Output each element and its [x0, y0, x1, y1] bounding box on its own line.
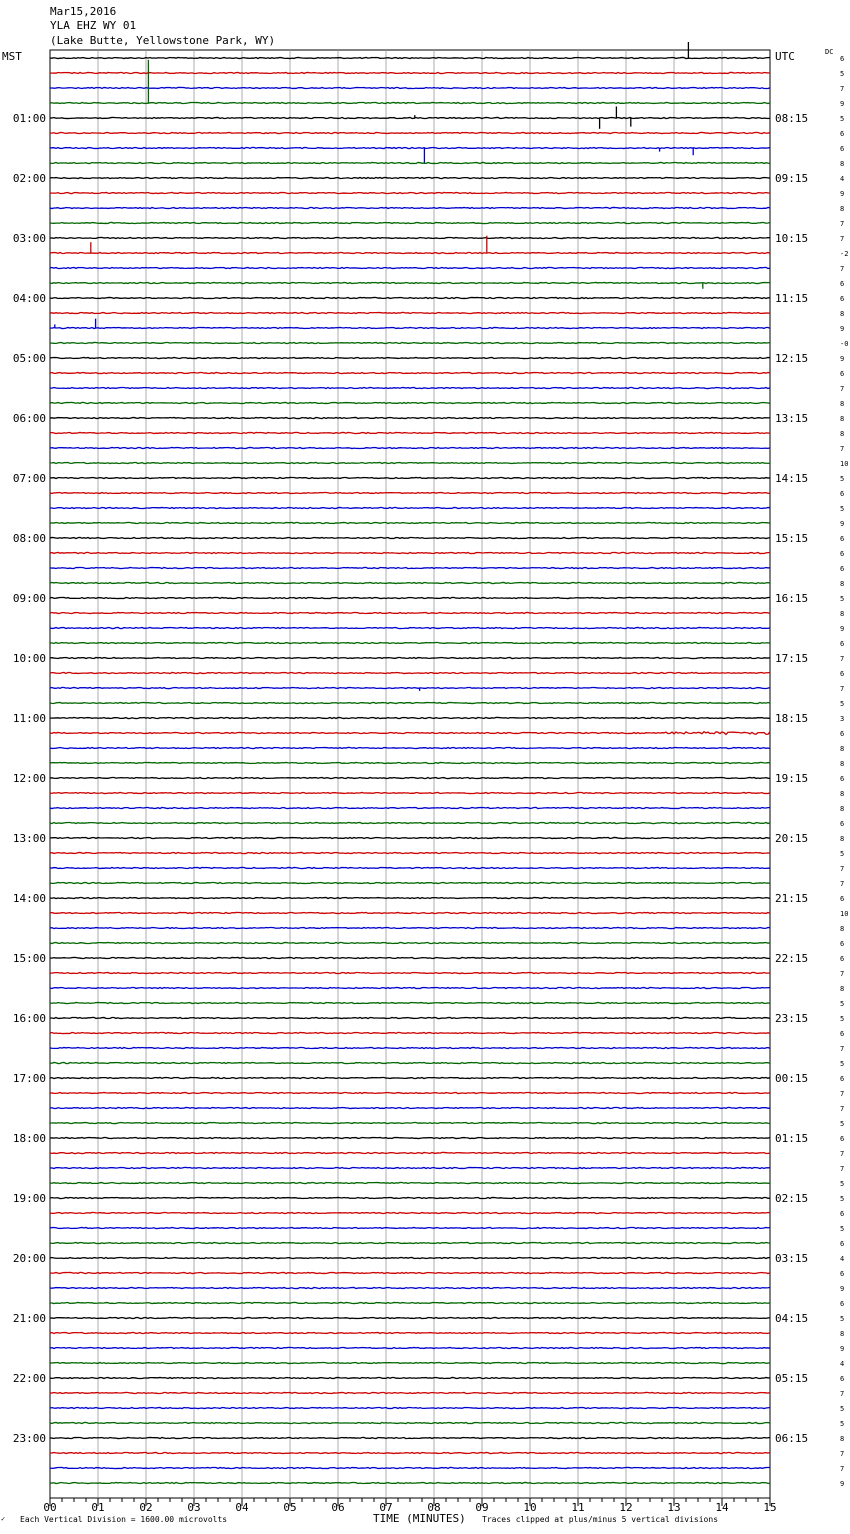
dc-offset-label: 7: [840, 1105, 845, 1113]
trace-row: [50, 327, 770, 328]
dc-offset-label: 8: [840, 430, 845, 438]
trace-row: [50, 1242, 770, 1243]
dc-offset-label: 4: [840, 1360, 845, 1368]
left-hour-label: 23:00: [12, 1432, 46, 1445]
trace-row: [50, 552, 770, 553]
trace-row: [50, 1182, 770, 1183]
dc-offset-label: 5: [840, 1315, 845, 1323]
trace-row: [50, 1152, 770, 1153]
trace-row: [50, 222, 770, 223]
dc-offset-label: 8: [840, 415, 845, 423]
trace-row: [50, 642, 770, 643]
dc-offset-label: 6: [840, 1375, 845, 1383]
trace-row: [50, 957, 770, 958]
dc-offset-label: 7: [840, 85, 845, 93]
trace-row: [50, 1257, 770, 1258]
trace-row: [50, 1272, 770, 1273]
dc-offset-label: 5: [840, 475, 845, 483]
trace-row: [50, 537, 770, 538]
x-tick-label: 09: [475, 1501, 489, 1514]
dc-label: DC: [825, 48, 834, 56]
dc-offset-label: 5: [840, 595, 845, 603]
dc-offset-label: 10: [840, 910, 849, 918]
trace-row: [50, 297, 770, 298]
trace-row: [50, 1452, 770, 1453]
clip-note: Traces clipped at plus/minus 5 vertical divisions: [482, 1515, 719, 1524]
left-hour-label: 03:00: [12, 232, 46, 245]
trace-row: [50, 1332, 770, 1333]
trace-row: [50, 252, 770, 253]
trace-row: [50, 312, 770, 313]
dc-offset-label: 9: [840, 625, 845, 633]
trace-row: [50, 522, 770, 523]
left-timezone-label: MST: [2, 50, 22, 63]
dc-offset-label: 8: [840, 610, 845, 618]
trace-row: [50, 1392, 770, 1393]
dc-offset-label: 7: [840, 1045, 845, 1053]
dc-offset-label: 9: [840, 1480, 845, 1488]
trace-row: [50, 927, 770, 928]
dc-offset-label: 8: [840, 1330, 845, 1338]
trace-row: [50, 972, 770, 973]
dc-offset-label: 7: [840, 1090, 845, 1098]
right-hour-label: 18:15: [775, 712, 809, 725]
trace-row: [50, 1032, 770, 1033]
dc-offset-label: 6: [840, 670, 845, 678]
dc-offset-label: 7: [840, 685, 845, 693]
trace-row: [50, 87, 770, 88]
dc-offset-label: 5: [840, 115, 845, 123]
left-hour-label: 20:00: [12, 1252, 46, 1265]
dc-offset-label: 8: [840, 985, 845, 993]
trace-row: [50, 807, 770, 808]
dc-offset-label: 6: [840, 55, 845, 63]
dc-offset-label: 7: [840, 865, 845, 873]
dc-offset-label: 4: [840, 1255, 845, 1263]
x-tick-label: 08: [427, 1501, 441, 1514]
trace-row: [50, 1107, 770, 1108]
right-hour-label: 02:15: [775, 1192, 809, 1205]
dc-offset-label: 6: [840, 1135, 845, 1143]
dc-offset-label: 5: [840, 1405, 845, 1413]
left-hour-label: 22:00: [12, 1372, 46, 1385]
dc-offset-label: 7: [840, 655, 845, 663]
trace-row: [50, 1167, 770, 1168]
dc-offset-label: 6: [840, 490, 845, 498]
dc-offset-label: 8: [840, 205, 845, 213]
dc-offset-label: 6: [840, 1270, 845, 1278]
trace-row: [50, 1317, 770, 1318]
trace-row: [50, 657, 770, 658]
trace-row: [50, 1422, 770, 1423]
trace-row: [50, 612, 770, 613]
right-hour-label: 03:15: [775, 1252, 809, 1265]
dc-offset-label: 5: [840, 1180, 845, 1188]
left-hour-label: 04:00: [12, 292, 46, 305]
dc-offset-label: 6: [840, 640, 845, 648]
dc-offset-label: 7: [840, 970, 845, 978]
trace-row: [50, 177, 770, 178]
right-hour-label: 00:15: [775, 1072, 809, 1085]
trace-row: [50, 1302, 770, 1303]
dc-offset-label: 7: [840, 1390, 845, 1398]
x-tick-label: 11: [571, 1501, 585, 1514]
trace-row: [50, 357, 770, 358]
right-hour-label: 11:15: [775, 292, 809, 305]
trace-row: [50, 777, 770, 778]
dc-offset-label: 8: [840, 760, 845, 768]
left-hour-label: 10:00: [12, 652, 46, 665]
right-hour-label: 09:15: [775, 172, 809, 185]
trace-row: [50, 1002, 770, 1003]
trace-row: [50, 987, 770, 988]
dc-offset-label: 8: [840, 745, 845, 753]
trace-row: [50, 1467, 770, 1468]
trace-row: [50, 852, 770, 853]
right-hour-label: 01:15: [775, 1132, 809, 1145]
trace-row: [50, 717, 770, 718]
trace-row: [50, 267, 770, 268]
scale-note: Each Vertical Division = 1600.00 microvolts: [20, 1515, 228, 1524]
dc-offset-label: 6: [840, 1210, 845, 1218]
trace-row: [50, 417, 770, 418]
header-location: (Lake Butte, Yellowstone Park, WY): [50, 34, 276, 47]
dc-offset-label: 5: [840, 1195, 845, 1203]
x-tick-label: 10: [523, 1501, 537, 1514]
dc-offset-label: 5: [840, 1120, 845, 1128]
left-hour-label: 14:00: [12, 892, 46, 905]
right-hour-label: 04:15: [775, 1312, 809, 1325]
dc-offset-label: 5: [840, 1015, 845, 1023]
trace-row: [50, 882, 770, 883]
dc-offset-label: 6: [840, 295, 845, 303]
dc-offset-label: 6: [840, 775, 845, 783]
dc-offset-label: 9: [840, 1345, 845, 1353]
dc-offset-label: 7: [840, 1450, 845, 1458]
dc-offset-label: 7: [840, 445, 845, 453]
dc-offset-label: 6: [840, 955, 845, 963]
dc-offset-label: 10: [840, 460, 849, 468]
right-hour-label: 12:15: [775, 352, 809, 365]
trace-row: [50, 102, 770, 103]
left-hour-label: 15:00: [12, 952, 46, 965]
right-hour-label: 06:15: [775, 1432, 809, 1445]
left-hour-label: 05:00: [12, 352, 46, 365]
trace-row: [50, 1212, 770, 1213]
x-tick-label: 00: [43, 1501, 57, 1514]
dc-offset-label: 5: [840, 1420, 845, 1428]
trace-row: [50, 192, 770, 193]
dc-offset-label: 7: [840, 235, 845, 243]
dc-offset-label: 8: [840, 805, 845, 813]
dc-offset-label: 6: [840, 550, 845, 558]
dc-offset-label: 6: [840, 145, 845, 153]
trace-row: [50, 432, 770, 433]
right-hour-label: 15:15: [775, 532, 809, 545]
dc-offset-label: 9: [840, 520, 845, 528]
dc-offset-label: 7: [840, 385, 845, 393]
trace-row: [50, 162, 770, 163]
trace-row: [50, 282, 770, 283]
trace-row: [50, 582, 770, 583]
trace-row: [50, 567, 770, 568]
dc-offset-label: 6: [840, 1240, 845, 1248]
corner-mark: ✓: [1, 1515, 6, 1523]
x-tick-label: 14: [715, 1501, 729, 1514]
dc-offset-label: 9: [840, 1285, 845, 1293]
dc-offset-label: 5: [840, 1000, 845, 1008]
dc-offset-label: 9: [840, 355, 845, 363]
trace-row: [50, 132, 770, 133]
dc-offset-label: 8: [840, 1435, 845, 1443]
dc-offset-label: 3: [840, 715, 845, 723]
dc-offset-label: 8: [840, 400, 845, 408]
dc-offset-label: 7: [840, 1150, 845, 1158]
right-hour-label: 05:15: [775, 1372, 809, 1385]
trace-row: [50, 1077, 770, 1078]
left-hour-label: 06:00: [12, 412, 46, 425]
trace-row: [50, 1287, 770, 1288]
right-hour-label: 13:15: [775, 412, 809, 425]
trace-row: [50, 1062, 770, 1063]
dc-offset-label: 8: [840, 310, 845, 318]
dc-offset-label: 8: [840, 160, 845, 168]
trace-row: [50, 237, 770, 238]
left-hour-label: 02:00: [12, 172, 46, 185]
trace-row: [50, 1482, 770, 1483]
right-hour-label: 14:15: [775, 472, 809, 485]
dc-offset-label: 8: [840, 790, 845, 798]
trace-row: [50, 57, 770, 58]
left-hour-label: 17:00: [12, 1072, 46, 1085]
dc-offset-label: 7: [840, 265, 845, 273]
trace-row: [50, 1122, 770, 1123]
dc-offset-label: 6: [840, 1075, 845, 1083]
left-hour-label: 13:00: [12, 832, 46, 845]
trace-row: [50, 492, 770, 493]
trace-row: [50, 1197, 770, 1198]
left-hour-label: 07:00: [12, 472, 46, 485]
trace-row: [50, 942, 770, 943]
trace-row: [50, 762, 770, 763]
x-tick-label: 05: [283, 1501, 297, 1514]
trace-row: [50, 402, 770, 403]
x-tick-label: 04: [235, 1501, 249, 1514]
right-hour-label: 20:15: [775, 832, 809, 845]
dc-offset-label: 6: [840, 730, 845, 738]
x-axis-title: TIME (MINUTES): [373, 1512, 466, 1525]
dc-offset-label: 6: [840, 130, 845, 138]
trace-row: [50, 867, 770, 868]
dc-offset-label: 5: [840, 700, 845, 708]
dc-offset-label: 6: [840, 940, 845, 948]
dc-offset-label: 5: [840, 505, 845, 513]
trace-row: [50, 507, 770, 508]
right-hour-label: 21:15: [775, 892, 809, 905]
dc-offset-label: -2: [840, 250, 849, 258]
left-hour-label: 08:00: [12, 532, 46, 545]
trace-row: [50, 912, 770, 913]
dc-offset-label: 5: [840, 1225, 845, 1233]
x-tick-label: 13: [667, 1501, 681, 1514]
trace-row: [50, 792, 770, 793]
right-hour-label: 19:15: [775, 772, 809, 785]
trace-row: [50, 747, 770, 748]
dc-offset-label: 8: [840, 580, 845, 588]
trace-row: [50, 1407, 770, 1408]
trace-row: [50, 72, 770, 73]
trace-row: [50, 447, 770, 448]
trace-row: [50, 732, 770, 735]
left-hour-label: 11:00: [12, 712, 46, 725]
dc-offset-label: 6: [840, 535, 845, 543]
dc-offset-label: 7: [840, 1465, 845, 1473]
right-hour-label: UTC: [775, 50, 795, 63]
left-hour-label: 01:00: [12, 112, 46, 125]
trace-row: [50, 372, 770, 373]
trace-row: [50, 702, 770, 703]
trace-row: [50, 1092, 770, 1093]
dc-offset-label: 9: [840, 190, 845, 198]
x-tick-label: 03: [187, 1501, 201, 1514]
trace-row: [50, 147, 770, 148]
left-hour-label: 16:00: [12, 1012, 46, 1025]
x-tick-label: 07: [379, 1501, 393, 1514]
right-hour-label: 17:15: [775, 652, 809, 665]
trace-row: [50, 1437, 770, 1438]
trace-row: [50, 342, 770, 343]
trace-row: [50, 207, 770, 208]
trace-row: [50, 1047, 770, 1048]
dc-offset-label: 6: [840, 280, 845, 288]
dc-offset-label: 4: [840, 175, 845, 183]
trace-row: [50, 1137, 770, 1138]
right-hour-label: 22:15: [775, 952, 809, 965]
trace-row: [50, 477, 770, 478]
x-tick-label: 12: [619, 1501, 633, 1514]
trace-row: [50, 1347, 770, 1348]
header-station: YLA EHZ WY 01: [50, 19, 137, 32]
right-hour-label: 23:15: [775, 1012, 809, 1025]
trace-row: [50, 387, 770, 388]
header-date: Mar15,2016: [50, 5, 117, 18]
trace-row: [50, 1227, 770, 1228]
x-tick-label: 15: [763, 1501, 777, 1514]
trace-row: [50, 462, 770, 463]
dc-offset-label: 7: [840, 880, 845, 888]
left-hour-label: 21:00: [12, 1312, 46, 1325]
dc-offset-label: 5: [840, 70, 845, 78]
trace-row: [50, 822, 770, 823]
trace-row: [50, 687, 770, 688]
dc-offset-label: -0: [840, 340, 849, 348]
trace-row: [50, 597, 770, 598]
dc-offset-label: 8: [840, 835, 845, 843]
trace-row: [50, 672, 770, 673]
left-hour-label: 19:00: [12, 1192, 46, 1205]
dc-offset-label: 5: [840, 850, 845, 858]
trace-row: [50, 837, 770, 838]
trace-row: [50, 1377, 770, 1378]
right-hour-label: 10:15: [775, 232, 809, 245]
left-hour-label: 18:00: [12, 1132, 46, 1145]
trace-row: [50, 1017, 770, 1018]
dc-offset-label: 5: [840, 1060, 845, 1068]
dc-offset-label: 6: [840, 1030, 845, 1038]
trace-row: [50, 627, 770, 628]
right-hour-label: 08:15: [775, 112, 809, 125]
dc-offset-label: 7: [840, 220, 845, 228]
dc-offset-label: 7: [840, 1165, 845, 1173]
trace-row: [50, 897, 770, 898]
dc-offset-label: 8: [840, 925, 845, 933]
dc-offset-label: 9: [840, 100, 845, 108]
x-tick-label: 06: [331, 1501, 345, 1514]
right-hour-label: 16:15: [775, 592, 809, 605]
x-tick-label: 01: [91, 1501, 105, 1514]
dc-offset-label: 9: [840, 325, 845, 333]
left-hour-label: 12:00: [12, 772, 46, 785]
x-tick-label: 02: [139, 1501, 153, 1514]
trace-row: [50, 1362, 770, 1363]
dc-offset-label: 6: [840, 1300, 845, 1308]
dc-offset-label: 6: [840, 820, 845, 828]
dc-offset-label: 6: [840, 895, 845, 903]
trace-row: [50, 117, 770, 118]
left-hour-label: 09:00: [12, 592, 46, 605]
dc-offset-label: 6: [840, 370, 845, 378]
dc-offset-label: 6: [840, 565, 845, 573]
